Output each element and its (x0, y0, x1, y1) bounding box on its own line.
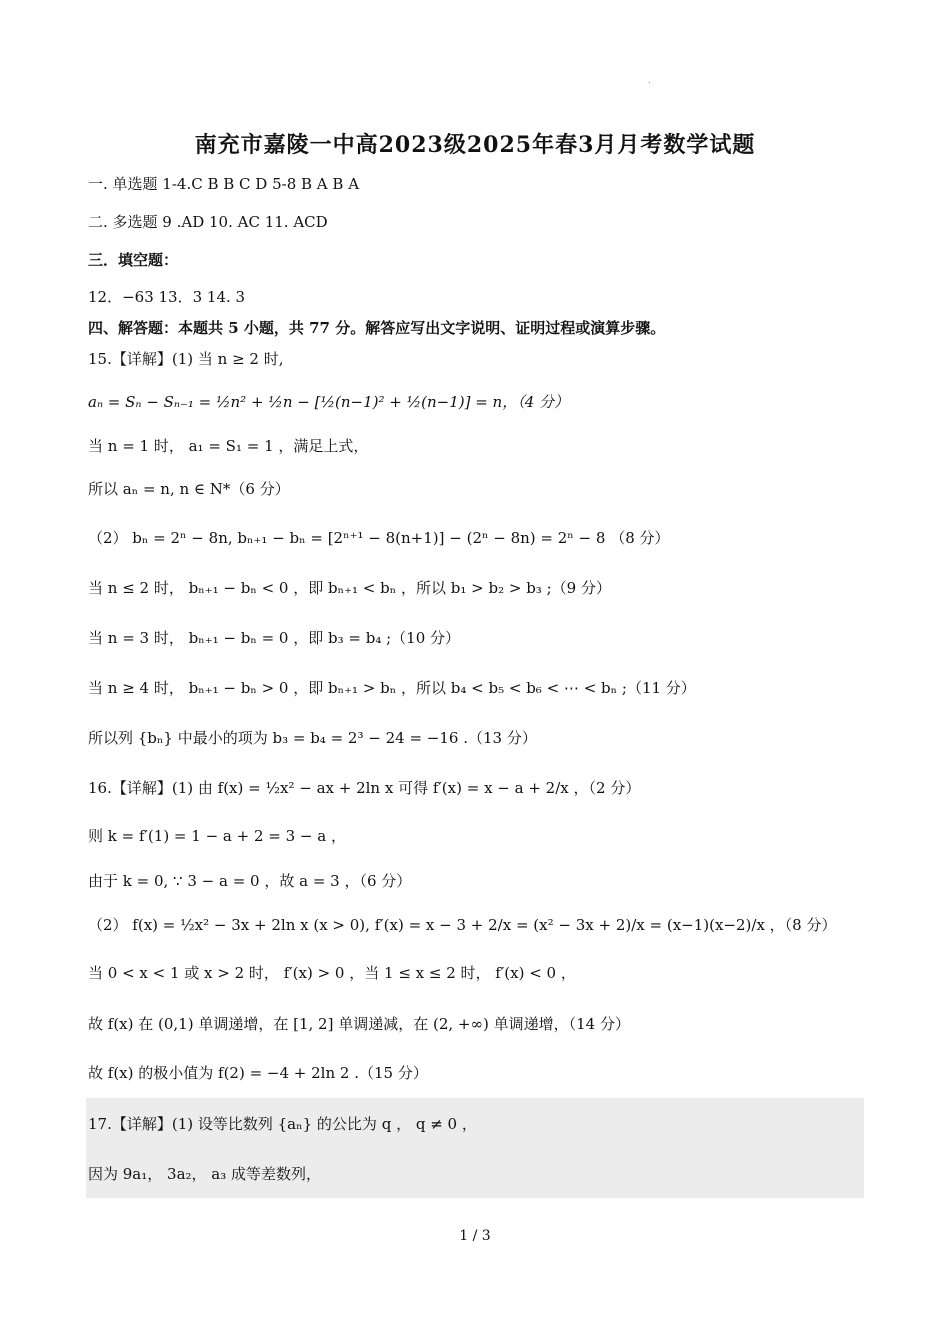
q17-arithmetic-sequence: 因为 9a₁， 3a₂， a₃ 成等差数列， (88, 1165, 322, 1183)
q15-min-term: 所以列 {bₙ} 中最小的项为 b₃ = b₄ = 2³ − 24 = −16 .（13 分） (88, 729, 537, 747)
q16-derivative: 16.【详解】(1) 由 f(x) = ½x² − ax + 2ln x 可得 f′(x) = x − a + 2/x ，（2 分） (88, 779, 641, 797)
q15-case-n-le-2: 当 n ≤ 2 时， bₙ₊₁ − bₙ < 0 ，即 bₙ₊₁ < bₙ ，所以 b₁ > b₂ > b₃ ;（9 分） (88, 579, 611, 597)
solutions-heading: 四、解答题：本题共 5 小题，共 77 分。解答应写出文字说明、证明过程或演算步骤。 (88, 319, 666, 337)
multi-choice-answers: 二. 多选题 9 .AD 10. AC 11. ACD (88, 213, 328, 231)
page-title: 南充市嘉陵一中高2023级2025年春3月月考数学试题 (194, 132, 756, 158)
q15-an-result: 所以 aₙ = n, n ∈ N*（6 分） (88, 480, 290, 498)
single-choice-answers: 一. 单选题 1-4.C B B C D 5-8 B A B A (88, 175, 360, 193)
q15-an-derivation: aₙ = Sₙ − Sₙ₋₁ = ½n² + ½n − [½(n−1)² + ½(n−1)] = n，（4 分） (88, 393, 570, 411)
q15-n1-check: 当 n = 1 时， a₁ = S₁ = 1 ，满足上式， (88, 437, 369, 455)
top-dot-mark: . (648, 76, 651, 85)
q17-intro: 17.【详解】(1) 设等比数列 {aₙ} 的公比为 q ， q ≠ 0 ， (88, 1115, 477, 1133)
fill-blank-answers: 12．−63 13．3 14. 3 (88, 288, 246, 306)
q15-intro: 15.【详解】(1) 当 n ≥ 2 时, (88, 350, 284, 368)
q16-monotonicity: 故 f(x) 在 (0,1) 单调递增，在 [1, 2] 单调递减，在 (2, +∞) 单调递增，（14 分） (88, 1015, 630, 1033)
q16-minimum-value: 故 f(x) 的极小值为 f(2) = −4 + 2ln 2 .（15 分） (88, 1064, 428, 1082)
q16-slope: 则 k = f′(1) = 1 − a + 2 = 3 − a ， (88, 827, 346, 845)
q16-sign-analysis: 当 0 < x < 1 或 x > 2 时， f′(x) > 0 ，当 1 ≤ x ≤ 2 时， f′(x) < 0 ， (88, 964, 576, 982)
q15-case-n-eq-3: 当 n = 3 时， bₙ₊₁ − bₙ = 0 ，即 b₃ = b₄ ;（10 分） (88, 629, 461, 647)
fill-blank-heading: 三．填空题： (88, 251, 179, 269)
q16-solve-a: 由于 k = 0, ∵ 3 − a = 0 ，故 a = 3 ，（6 分） (88, 872, 412, 890)
page-number: 1 / 3 (459, 1228, 491, 1244)
q16-part2-derivative: （2） f(x) = ½x² − 3x + 2ln x (x > 0), f′(x) = x − 3 + 2/x = (x² − 3x + 2)/x = (x−1)(x−2)/x ，（8 分） (88, 916, 837, 934)
q15-case-n-ge-4: 当 n ≥ 4 时， bₙ₊₁ − bₙ > 0 ，即 bₙ₊₁ > bₙ ，所以 b₄ < b₅ < b₆ < ⋯ < bₙ ;（11 分） (88, 679, 696, 697)
q15-bn-difference: （2） bₙ = 2ⁿ − 8n, bₙ₊₁ − bₙ = [2ⁿ⁺¹ − 8(n+1)] − (2ⁿ − 8n) = 2ⁿ − 8 （8 分） (88, 529, 670, 547)
